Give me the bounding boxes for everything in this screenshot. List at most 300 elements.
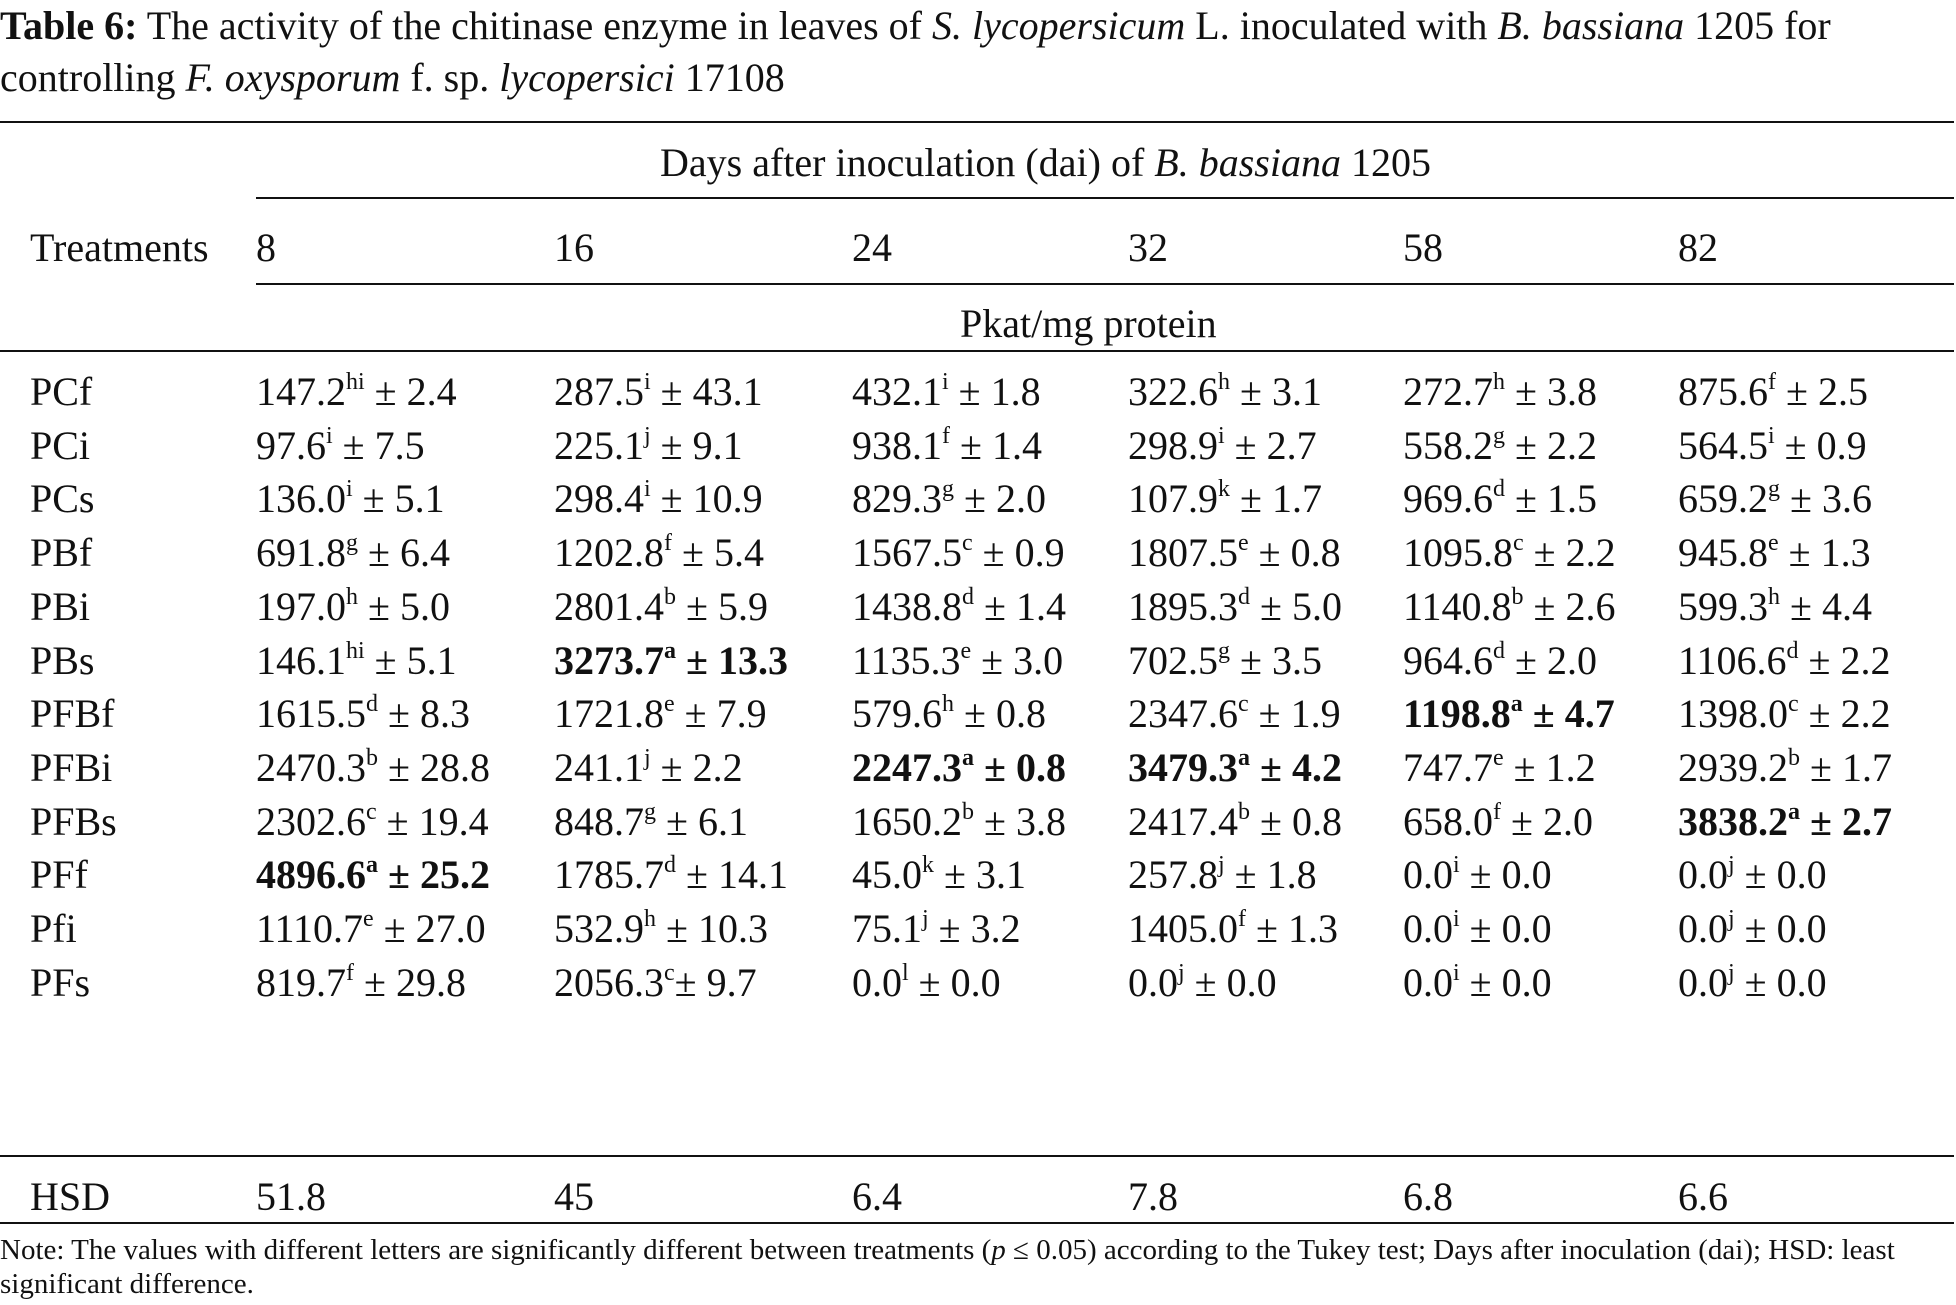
cell-sd: ± 3.5 (1240, 637, 1322, 683)
text-run: F. oxysporum (185, 55, 401, 100)
significance-letter: j (1178, 959, 1185, 986)
significance-letter: b (664, 583, 676, 610)
cell-sd: ± 3.2 (938, 906, 1021, 951)
cell-value: 819.7 (256, 959, 346, 1005)
day-header-82: 82 (1678, 225, 1718, 270)
table-cell (1678, 961, 1827, 1005)
significance-letter: j (922, 906, 929, 932)
cell-value: 1398.0 (1678, 691, 1788, 737)
hsd-value: 51.8 (256, 1174, 326, 1219)
table-cell (1403, 531, 1616, 575)
table-cell (852, 477, 1046, 521)
significance-letter: i (346, 476, 353, 503)
cell-value: 322.6 (1128, 369, 1218, 414)
table-cell (554, 692, 767, 736)
significance-letter: j (1728, 959, 1735, 986)
significance-letter: g (346, 530, 358, 557)
cell-value: 2417.4 (1128, 798, 1238, 844)
cell-value: 75.1 (852, 906, 922, 951)
text-run: Days after inoculation (dai) of (660, 140, 1155, 185)
table-cell (852, 639, 1063, 683)
cell-value: 0.0 (1678, 959, 1728, 1005)
text-run: S. lycopersicum (932, 3, 1186, 48)
significance-letter: c (1238, 691, 1249, 718)
significance-letter: d (1786, 637, 1799, 664)
cell-sd: ± 9.1 (660, 422, 743, 468)
significance-letter: i (942, 369, 949, 395)
header-bottom-rule (0, 350, 1954, 352)
significance-letter: j (1728, 906, 1735, 932)
cell-sd: ± 0.0 (1744, 852, 1827, 898)
treatment-name: PBs (30, 637, 95, 683)
text-run: 1205 for controlling (0, 3, 1831, 100)
cell-sd: ± 3.8 (1515, 369, 1597, 414)
table-cell (1403, 746, 1596, 790)
table-cell (554, 531, 764, 575)
treatment-name: PFBi (30, 744, 113, 790)
table-cell (1403, 424, 1597, 468)
significance-letter: f (346, 959, 354, 986)
cell-value: 1721.8 (554, 691, 664, 737)
significance-letter: e (1768, 530, 1779, 557)
table-cell (1678, 370, 1868, 414)
day-header-32: 32 (1128, 225, 1168, 270)
day-header-8: 8 (256, 225, 276, 270)
table-cell (1128, 639, 1322, 683)
table-cell (554, 961, 757, 1005)
table-cell (256, 800, 489, 844)
cell-value: 0.0 (852, 959, 902, 1005)
cell-sd: ± 0.8 (1260, 798, 1342, 844)
cell-value: 1140.8 (1403, 583, 1512, 629)
table-cell (852, 746, 1066, 790)
significance-letter: f (942, 422, 950, 449)
table-cell (1128, 800, 1342, 844)
table-cell (1403, 370, 1597, 414)
cell-sd: ± 1.7 (1240, 476, 1322, 522)
significance-letter: h (942, 691, 954, 718)
cell-sd: ± 1.3 (1788, 530, 1871, 576)
significance-letter: e (960, 637, 972, 664)
cell-value: 2470.3 (256, 744, 366, 790)
cell-value: 241.1 (554, 744, 644, 790)
cell-value: 747.7 (1403, 744, 1493, 790)
cell-value: 2939.2 (1678, 744, 1788, 790)
table-cell (554, 424, 743, 468)
table-note (0, 1233, 1956, 1301)
cell-value: 0.0 (1403, 959, 1453, 1005)
treatment-name: PFBs (30, 798, 117, 844)
cell-value: 969.6 (1403, 476, 1493, 522)
treatment-name: PBi (30, 583, 91, 629)
cell-value: 1650.2 (852, 798, 962, 844)
table-label: Table 6: (0, 3, 138, 48)
cell-sd: ± 2.5 (1786, 369, 1868, 414)
cell-value: 272.7 (1403, 369, 1493, 414)
significance-letter: i (644, 369, 651, 395)
treatment-name: PFs (30, 959, 91, 1005)
significance-letter: e (1493, 744, 1504, 771)
table-cell (1128, 585, 1342, 629)
table-cell (554, 639, 788, 683)
table-cell (852, 370, 1041, 414)
cell-sd: ± 2.0 (1511, 798, 1593, 844)
table-cell (554, 853, 788, 897)
significance-letter: h (644, 906, 656, 932)
day-header-24: 24 (852, 225, 892, 270)
significance-letter: k (1218, 476, 1230, 503)
cell-sd: ± 0.9 (982, 530, 1065, 576)
bottom-rule (0, 1222, 1954, 1224)
cell-value: 848.7 (554, 798, 644, 844)
cell-value: 298.4 (554, 476, 644, 522)
cell-value: 1202.8 (554, 530, 664, 576)
text-run: p (991, 1234, 1006, 1266)
table-cell (1128, 692, 1341, 736)
top-rule (0, 121, 1954, 123)
table-cell (852, 585, 1066, 629)
cell-sd: ± 5.1 (374, 637, 457, 683)
significance-letter: i (326, 422, 333, 449)
hsd-value: 7.8 (1128, 1174, 1178, 1219)
cell-value: 0.0 (1128, 959, 1178, 1005)
cell-value: 558.2 (1403, 422, 1493, 468)
significance-letter: b (1511, 583, 1524, 610)
table-cell (256, 961, 466, 1005)
cell-value: 225.1 (554, 422, 644, 468)
table-cell (1678, 477, 1872, 521)
cell-value: 1405.0 (1128, 906, 1238, 951)
text-run: B. bassiana (1154, 140, 1341, 185)
cell-sd: ± 1.3 (1256, 906, 1338, 951)
cell-sd: ± 0.0 (1469, 959, 1552, 1005)
table-cell (1403, 853, 1552, 897)
cell-value: 3273.7 (554, 637, 664, 683)
table-cell (1678, 907, 1827, 951)
cell-sd: ± 1.8 (958, 369, 1041, 414)
cell-value: 432.1 (852, 369, 942, 414)
cell-sd: ± 43.1 (660, 369, 763, 414)
table-cell (256, 585, 450, 629)
table-cell (554, 370, 763, 414)
cell-value: 2801.4 (554, 583, 664, 629)
table-cell (1128, 531, 1341, 575)
table-cell (852, 692, 1046, 736)
significance-letter: a (962, 744, 974, 771)
significance-letter: b (1788, 744, 1800, 771)
cell-sd: ± 0.0 (1744, 959, 1827, 1005)
cell-sd: ± 14.1 (686, 852, 788, 898)
cell-sd: ± 7.5 (342, 422, 425, 468)
table-cell (1128, 477, 1322, 521)
significance-letter: b (1238, 798, 1250, 825)
cell-sd: ± 9.7 (674, 959, 757, 1005)
day-header-16: 16 (554, 225, 594, 270)
cell-value: 1567.5 (852, 530, 962, 576)
cell-sd: ± 10.3 (666, 906, 768, 951)
significance-letter: i (644, 476, 651, 503)
significance-letter: d (1493, 637, 1505, 664)
significance-letter: c (366, 798, 377, 825)
text-run: f. sp. (400, 55, 500, 100)
cell-value: 1198.8 (1403, 691, 1511, 737)
significance-letter: c (1513, 530, 1524, 557)
text-run: The activity of the chitinase enzyme in leaves of (146, 3, 932, 48)
significance-letter: g (942, 476, 954, 503)
significance-letter: h (1218, 369, 1230, 395)
cell-value: 2302.6 (256, 798, 366, 844)
cell-sd: ± 1.4 (984, 583, 1066, 629)
cell-value: 0.0 (1678, 852, 1728, 898)
table-cell (256, 477, 445, 521)
cell-sd: ± 2.2 (1808, 637, 1891, 683)
cell-sd: ± 19.4 (386, 798, 489, 844)
text-run: 17108 (674, 55, 785, 100)
significance-letter: b (962, 798, 974, 825)
caption-text (0, 3, 1831, 100)
significance-letter: a (664, 637, 676, 664)
hsd-value: 6.6 (1678, 1174, 1728, 1219)
table-cell (554, 477, 763, 521)
table-cell (852, 800, 1066, 844)
cell-value: 298.9 (1128, 422, 1218, 468)
cell-value: 147.2 (256, 369, 346, 414)
table-cell (852, 907, 1021, 951)
text-run: Note: The values with different letters are significantly different between treatments ( (0, 1234, 992, 1266)
cell-value: 3479.3 (1128, 744, 1238, 790)
cell-sd: ± 0.9 (1784, 422, 1867, 468)
significance-letter: d (366, 691, 378, 718)
cell-sd: ± 0.0 (1194, 959, 1277, 1005)
cell-sd: ± 0.0 (1469, 906, 1552, 951)
cell-value: 564.5 (1678, 422, 1768, 468)
cell-value: 1110.7 (256, 906, 364, 951)
cell-value: 1135.3 (852, 637, 961, 683)
cell-value: 2347.6 (1128, 691, 1238, 737)
cell-sd: ± 6.1 (666, 798, 748, 844)
table-cell (1678, 639, 1890, 683)
significance-letter: i (1453, 906, 1460, 932)
treatments-header: Treatments (30, 225, 209, 270)
cell-sd: ± 10.9 (660, 476, 763, 522)
table-cell (554, 585, 768, 629)
table-cell (256, 853, 490, 897)
table-cell (852, 961, 1001, 1005)
significance-letter: a (1510, 691, 1523, 718)
cell-value: 964.6 (1403, 637, 1493, 683)
table-cell (554, 746, 743, 790)
cell-value: 875.6 (1678, 369, 1768, 414)
significance-letter: e (664, 691, 675, 718)
cell-sd: ± 3.1 (944, 852, 1026, 898)
significance-letter: d (962, 583, 974, 610)
cell-value: 1106.6 (1678, 637, 1787, 683)
cell-sd: ± 28.8 (388, 744, 490, 790)
cell-sd: ± 0.8 (1258, 530, 1341, 576)
significance-letter: hi (346, 637, 365, 664)
cell-value: 599.3 (1678, 583, 1768, 629)
cell-sd: ± 0.0 (1744, 906, 1827, 951)
table-cell (1403, 907, 1552, 951)
cell-sd: ± 2.2 (1808, 691, 1891, 737)
table-cell (1403, 692, 1615, 736)
cell-sd: ± 27.0 (383, 906, 486, 951)
table-cell (1403, 639, 1597, 683)
significance-letter: g (1218, 637, 1230, 664)
table-cell (852, 853, 1026, 897)
cell-value: 2247.3 (852, 744, 962, 790)
table-cell (256, 746, 490, 790)
cell-sd: ± 8.3 (388, 691, 470, 737)
table-cell (256, 370, 457, 414)
cell-sd: ± 2.2 (1533, 530, 1616, 576)
day-header-58: 58 (1403, 225, 1443, 270)
significance-letter: f (1493, 798, 1501, 825)
significance-letter: j (644, 744, 651, 771)
cell-value: 1615.5 (256, 691, 366, 737)
cell-sd: ± 5.0 (368, 583, 450, 629)
table-caption (0, 0, 1950, 104)
significance-letter: g (1493, 422, 1505, 449)
table-cell (852, 531, 1065, 575)
cell-sd: ± 5.0 (1260, 583, 1342, 629)
significance-letter: d (1493, 476, 1505, 503)
significance-letter: c (664, 959, 675, 986)
significance-letter: i (1453, 852, 1460, 879)
table-cell (1678, 746, 1892, 790)
cell-value: 45.0 (852, 852, 922, 898)
cell-sd: ± 3.6 (1790, 476, 1872, 522)
significance-letter: j (644, 422, 651, 449)
cell-value: 945.8 (1678, 530, 1768, 576)
hsd-value: 6.4 (852, 1174, 902, 1219)
table-cell (1128, 370, 1322, 414)
significance-letter: a (366, 852, 378, 879)
table-cell (1128, 961, 1277, 1005)
cell-sd: ± 2.6 (1533, 583, 1616, 629)
cell-value: 1095.8 (1403, 530, 1513, 576)
cell-sd: ± 1.2 (1513, 744, 1596, 790)
significance-letter: g (1768, 476, 1780, 503)
significance-letter: d (664, 852, 676, 879)
cell-value: 702.5 (1128, 637, 1218, 683)
cell-value: 0.0 (1403, 906, 1453, 951)
treatment-name: PCs (30, 476, 95, 522)
treatment-name: PBf (30, 530, 93, 576)
cell-sd: ± 2.2 (1515, 422, 1597, 468)
cell-value: 659.2 (1678, 476, 1768, 522)
text-run: L. inoculated with (1185, 3, 1498, 48)
cell-sd: ± 13.3 (686, 637, 788, 683)
hsd-value: 6.8 (1403, 1174, 1453, 1219)
significance-letter: d (1238, 583, 1250, 610)
treatment-name: PCi (30, 422, 91, 468)
table-cell (554, 907, 768, 951)
significance-letter: k (922, 852, 934, 879)
significance-letter: f (1238, 906, 1246, 932)
text-run: B. bassiana (1497, 3, 1685, 48)
text-run: 1205 (1340, 140, 1431, 185)
table-cell (1678, 692, 1891, 736)
significance-letter: c (962, 530, 973, 557)
unit-header: Pkat/mg protein (960, 301, 1217, 346)
cell-value: 2056.3 (554, 959, 664, 1005)
text-run: ≤ 0.05) according to the Tukey test; Days after inoculation (dai); HSD: least significant difference. (0, 1234, 1895, 1300)
cell-value: 691.8 (256, 530, 346, 576)
hsd-top-rule (0, 1155, 1954, 1157)
cell-sd: ± 1.4 (960, 422, 1042, 468)
table-cell (1678, 531, 1871, 575)
cell-value: 97.6 (256, 422, 326, 468)
table-cell (1128, 424, 1317, 468)
cell-value: 107.9 (1128, 476, 1218, 522)
table-cell (1403, 585, 1615, 629)
table-cell (1403, 477, 1597, 521)
table-cell (1678, 424, 1867, 468)
significance-letter: f (664, 530, 672, 557)
cell-sd: ± 1.8 (1234, 852, 1317, 898)
span-underline (256, 197, 1954, 199)
table-cell (256, 424, 425, 468)
cell-value: 0.0 (1678, 906, 1728, 951)
cell-sd: ± 2.2 (660, 744, 743, 790)
cell-value: 938.1 (852, 422, 942, 468)
cell-sd: ± 29.8 (364, 959, 466, 1005)
table-cell (1403, 961, 1552, 1005)
cell-sd: ± 1.5 (1515, 476, 1597, 522)
cell-value: 829.3 (852, 476, 942, 522)
table-cell (1128, 907, 1338, 951)
cell-sd: ± 4.4 (1790, 583, 1872, 629)
significance-letter: i (1453, 959, 1460, 986)
significance-letter: f (1768, 369, 1776, 395)
cell-value: 658.0 (1403, 798, 1493, 844)
cell-sd: ± 0.8 (984, 744, 1066, 790)
cell-value: 287.5 (554, 369, 644, 414)
cell-sd: ± 3.0 (981, 637, 1064, 683)
significance-letter: g (644, 798, 656, 825)
cell-sd: ± 25.2 (388, 852, 490, 898)
cell-value: 579.6 (852, 691, 942, 737)
significance-letter: j (1218, 852, 1225, 879)
table-cell (1403, 800, 1593, 844)
table-cell (256, 531, 450, 575)
table-cell (256, 907, 486, 951)
cell-sd: ± 2.7 (1234, 422, 1317, 468)
table-cell (554, 800, 748, 844)
cell-sd: ± 3.1 (1240, 369, 1322, 414)
cell-value: 1807.5 (1128, 530, 1238, 576)
text-run: lycopersici (499, 55, 675, 100)
table-cell (852, 424, 1042, 468)
cell-value: 257.8 (1128, 852, 1218, 898)
significance-letter: h (346, 583, 358, 610)
cell-value: 3838.2 (1678, 798, 1788, 844)
days-span-header (660, 141, 1431, 185)
significance-letter: e (1238, 530, 1249, 557)
cell-sd: ± 1.9 (1258, 691, 1341, 737)
cell-sd: ± 2.0 (964, 476, 1046, 522)
table-cell (256, 639, 457, 683)
cell-sd: ± 2.7 (1810, 798, 1892, 844)
cell-sd: ± 3.8 (984, 798, 1066, 844)
cell-value: 1785.7 (554, 852, 664, 898)
significance-letter: hi (346, 369, 365, 395)
significance-letter: i (1768, 422, 1775, 449)
cell-value: 1438.8 (852, 583, 962, 629)
significance-letter: a (1238, 744, 1250, 771)
cell-sd: ± 2.4 (374, 369, 457, 414)
